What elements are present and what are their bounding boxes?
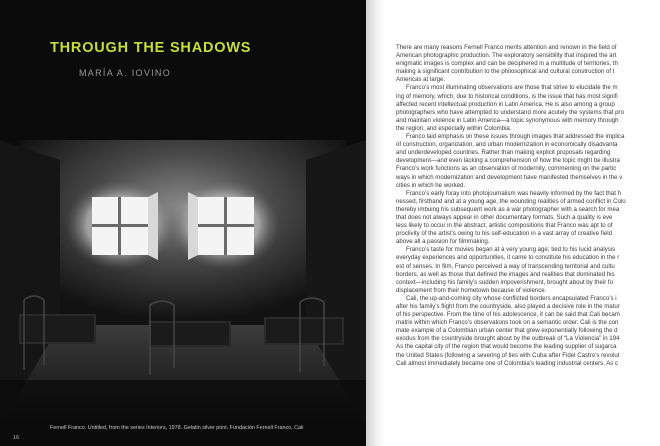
- text-line: and underdeveloped countries. Rather than making explicit proposals regarding: [396, 149, 611, 157]
- text-line: Franco’s most illuminating observations are those that strive to elucidate the m: [406, 84, 618, 92]
- body-paragraph: [396, 190, 660, 247]
- right-page-body-text: [396, 44, 660, 368]
- text-line: the United States (following a severing of ties with Cuba after Fidel Castro’s revolut: [396, 351, 620, 359]
- text-line: exodus from the countryside brought about by the outbreak of “La Violencia” in 194: [396, 335, 620, 343]
- text-line: Franco’s work functions as an observation of modernity, commenting on the partic: [396, 165, 617, 173]
- text-line: borders, as well as those that defined the images and realities that dominated his: [396, 270, 615, 278]
- author-name: MARÍA A. IOVINO: [79, 68, 172, 78]
- text-line: Franco’s taste for movies began at a very young age; tied to his lucid analysis: [406, 246, 616, 254]
- text-line: of construction, organization, and urban modernization in economically disadvanta: [396, 141, 618, 149]
- text-line: and maintain violence in Latin America—a topic synonymous with memory through: [396, 116, 619, 124]
- photo-caption: Fernell Franco. Untitled, from the series Interiors, 1978. Gelatin silver print. Fundación Fernell Franco, Cali: [50, 425, 304, 431]
- text-line: photographers who have attempted to understand more acutely the systems that pro: [396, 108, 624, 116]
- book-gutter: [366, 0, 386, 446]
- body-paragraph: [396, 246, 660, 295]
- text-line: displacement from their hometown because of violence.: [396, 286, 547, 294]
- body-paragraph: [396, 84, 660, 133]
- text-line: the region, and especially within Colombia.: [396, 124, 512, 132]
- text-line: Cali, the up-and-coming city whose conflicted borders encapsulated Franco’s i: [406, 294, 617, 302]
- text-line: making a significant contribution to the philosophical and cultural construction of t: [396, 68, 615, 76]
- text-line: affected recent intellectual production in Latin America. He is also among a group: [396, 100, 615, 108]
- chapter-title: THROUGH THE SHADOWS: [50, 40, 252, 56]
- body-paragraph: [396, 44, 660, 84]
- text-line: thereby imbuing his subsequent work as a war photographer with a search for mea: [396, 205, 620, 213]
- dormitory-photograph: [0, 140, 366, 425]
- text-line: Cali almost immediately became one of Colombia’s leading industrial centers. As c: [396, 359, 619, 367]
- text-line: mate example of a Colombian urban center that grew exponentially following the d: [396, 327, 618, 335]
- text-line: of his perspective. From the time of his adolescence, it can be said that Cali becam: [396, 311, 620, 319]
- text-line: context—including his family’s sudden impoverishment, brought about by their fo: [396, 278, 614, 286]
- text-line: less likely to occur in the abstract, artistic compositions that Franco was apt to of: [396, 222, 613, 230]
- text-line: est of senses. In film, Franco perceived a way of transcending territorial and cultu: [396, 262, 615, 270]
- text-line: enigmatic images is complex and can be deciphered in a multitude of territories, th: [396, 60, 618, 68]
- text-line: cities in which he worked.: [396, 181, 466, 189]
- text-line: There are many reasons Fernell Franco merits attention and renown in the field of: [396, 44, 617, 51]
- text-line: development—and even lacking a comprehension of how the topic might be illustra: [396, 157, 620, 165]
- text-line: after his family’s flight from the countryside, also played a decisive role in the matur: [396, 303, 620, 310]
- text-line: that does not always appear in other documentary formats. Such a quality is eve: [396, 213, 613, 221]
- text-line: American photographic production. The exploratory sensibility that inspired the art: [396, 52, 617, 60]
- page-number: 16: [13, 435, 20, 441]
- text-line: ways in which modernization and development have manifested themselves in the v: [396, 173, 623, 181]
- text-line: Americas at large.: [396, 76, 446, 84]
- text-line: ing of memory, which, due to historical conditions, is the issue that has most signifi: [396, 92, 618, 100]
- text-line: proclivity of the artist’s owing to his self-education in a vast array of creative field: [396, 230, 612, 238]
- text-line: matrix within which Franco’s observations took on a semantic order. Cali is the con: [396, 319, 619, 327]
- text-line: Franco’s early foray into photojournalism was heavily informed by the fact that h: [406, 189, 621, 197]
- body-paragraph: [396, 133, 660, 190]
- text-line: everyday experiences and opportunities, it came to constitute his education in the r: [396, 254, 620, 262]
- text-line: nessed, firsthand and at a young age, the wounding realities of armed conflict in Colo: [396, 197, 626, 205]
- body-paragraph: [396, 295, 660, 368]
- text-line: Franco laid emphasis on these issues through images that addressed the implica: [406, 133, 625, 141]
- text-line: As the capital city of the region that would become the leading supplier of sugarca: [396, 343, 617, 351]
- text-line: above all a passion for filmmaking.: [396, 238, 490, 246]
